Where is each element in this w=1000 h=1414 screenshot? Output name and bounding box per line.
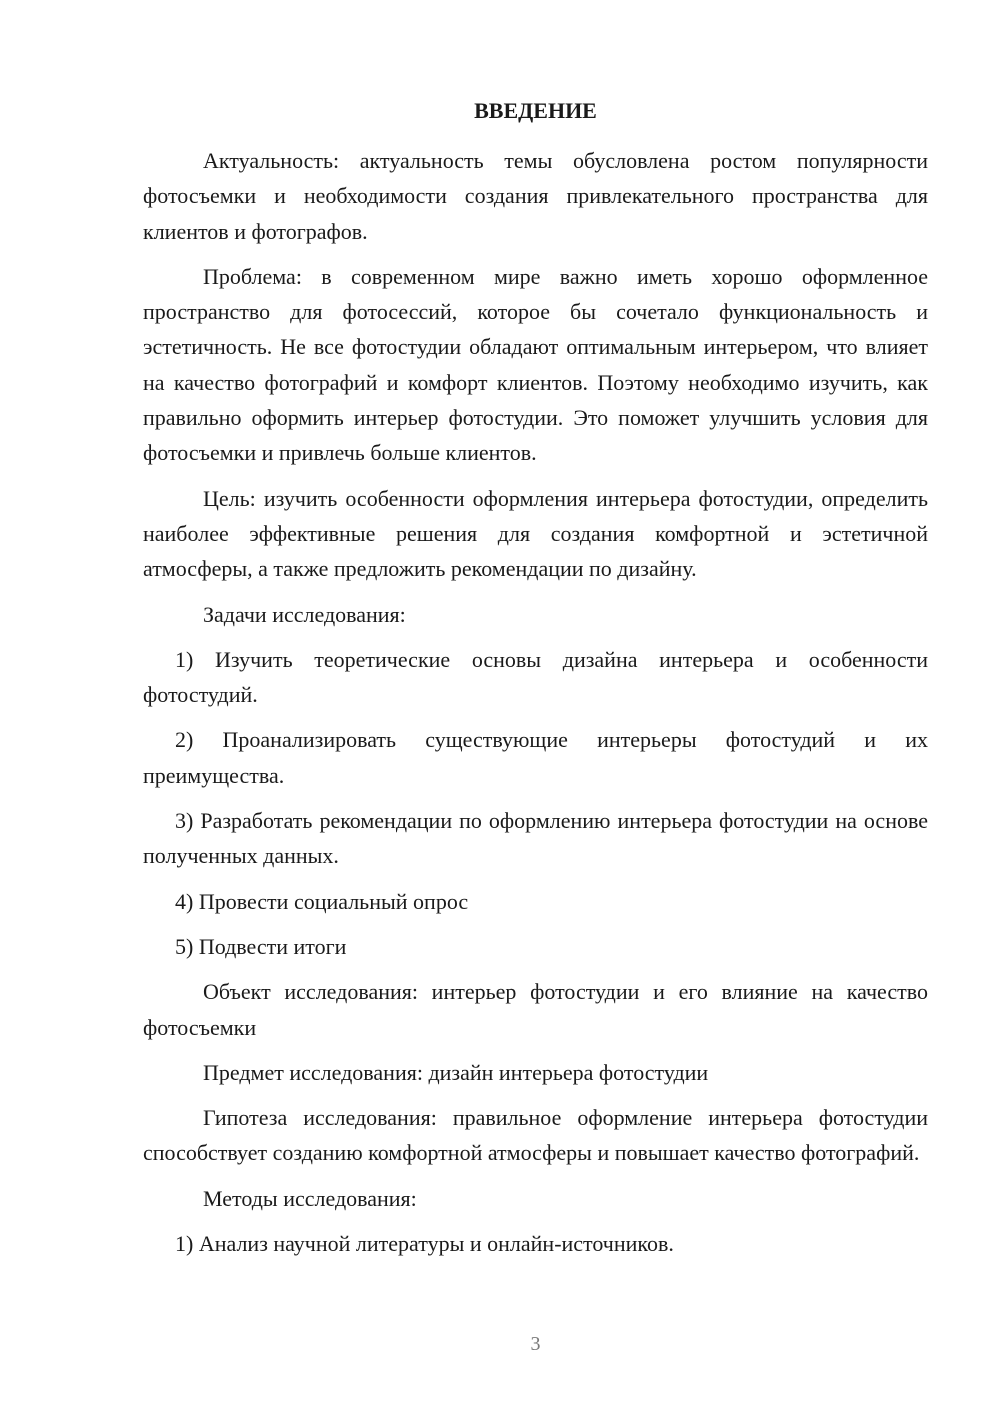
list-item-task-2: 2) Проанализировать существующие интерьеры фотостудий и их преимущества. (143, 727, 928, 788)
page-number: 3 (530, 1333, 541, 1355)
list-item-task-5: 5) Подвести итоги (175, 933, 347, 959)
list-item-task-4: 4) Провести социальный опрос (175, 888, 469, 914)
list-item-method-1: 1) Анализ научной литературы и онлайн-источников. (175, 1231, 674, 1257)
paragraph-tasks-heading: Задачи исследования: (203, 601, 406, 627)
document-page (143, 0, 928, 1414)
paragraph-hypothesis: Гипотеза исследования: правильное оформление интерьера фотостудии способствует созданию комфортной атмосферы и повышает качество фотографий. (143, 1105, 928, 1166)
paragraph-object: Объект исследования: интерьер фотостудии и его влияние на качество фотосъемки (143, 979, 928, 1040)
list-item-task-3: 3) Разработать рекомендации по оформлению интерьера фотостудии на основе полученных данных. (143, 808, 928, 869)
document-body (143, 143, 928, 1271)
paragraph-goal: Цель: изучить особенности оформления интерьера фотостудии, определить наиболее эффективные решения для создания комфортной и эстетичной атмосферы, а также предложить рекомендации по дизайну. (143, 485, 928, 582)
paragraph-relevance: Актуальность: актуальность темы обусловлена ростом популярности фотосъемки и необходимости создания привлекательного пространства для клиентов и фотографов. (143, 148, 928, 244)
list-item-task-1: 1) Изучить теоретические основы дизайна интерьера и особенности фотостудий. (143, 646, 928, 708)
section-title: ВВЕДЕНИЕ (474, 98, 597, 123)
paragraph-subject: Предмет исследования: дизайн интерьера фотостудии (203, 1059, 709, 1085)
paragraph-problem: Проблема: в современном мире важно иметь хорошо оформленное пространство для фотосессий, которое бы сочетало функциональность и эстетичность. Не все фотостудии обладают оптимальным интерьером, что влияет на качество фотографий и комфорт клиентов. Поэтому необходимо изучить, как правильно оформить интерьер фотостудии. Это поможет улучшить условия для фотосъемки и привлечь больше клиентов. (143, 263, 928, 466)
paragraph-methods-heading: Методы исследования: (203, 1185, 417, 1211)
